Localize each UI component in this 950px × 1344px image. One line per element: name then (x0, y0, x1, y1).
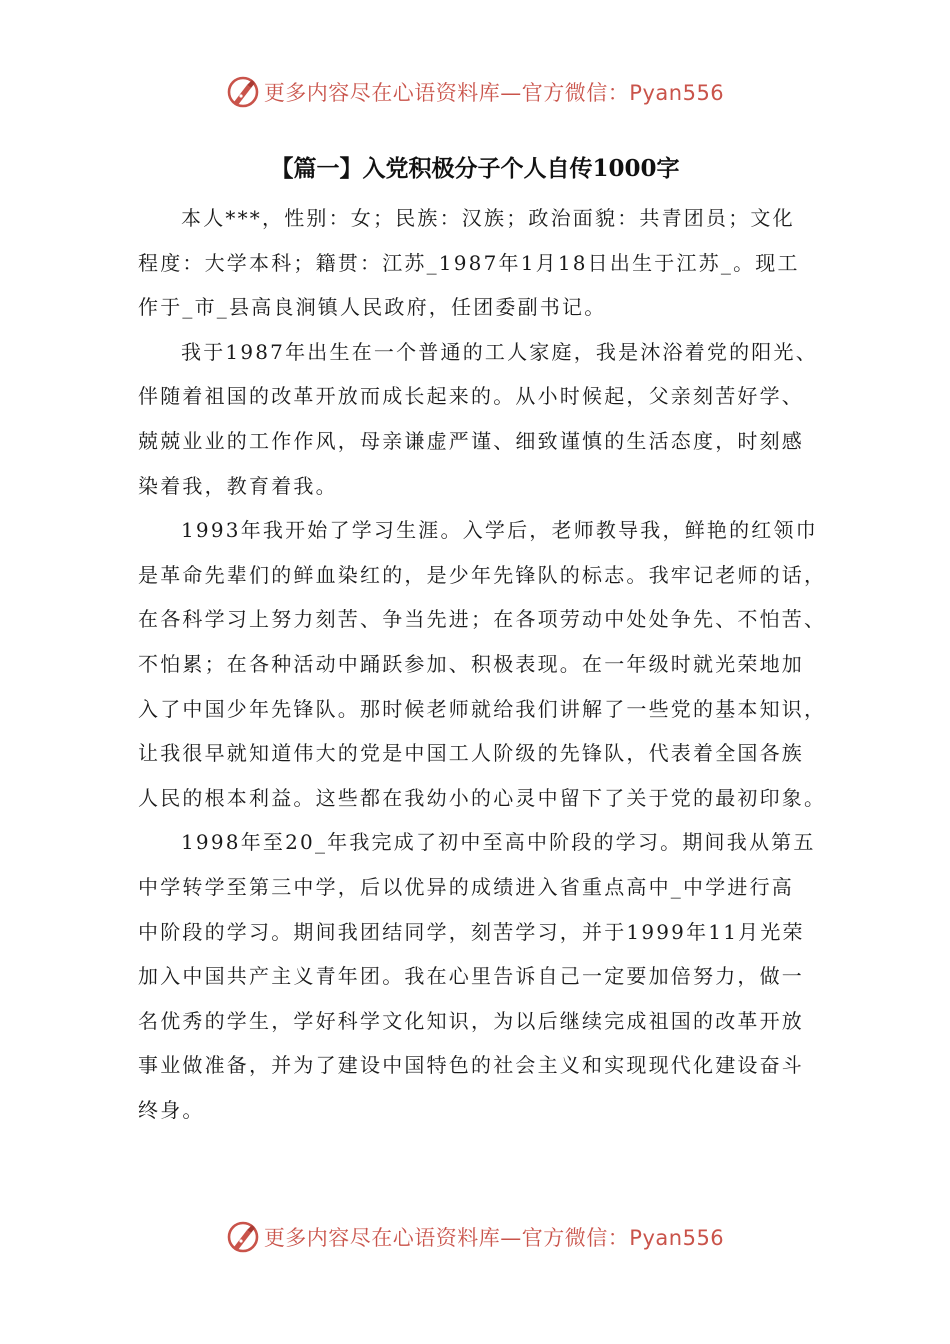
paragraph (138, 196, 822, 330)
text-line: 兢兢业业的工作作风，母亲谦虚严谨、细致谨慎的生活态度，时刻感 (138, 428, 804, 453)
text-line: 终身。 (138, 1097, 205, 1122)
text-line: 人民的根本利益。这些都在我幼小的心灵中留下了关于党的最初印象。 (138, 785, 827, 810)
header-banner (0, 72, 950, 112)
footer-banner (0, 1217, 950, 1257)
text-line: 中学转学至第三中学，后以优异的成绩进入省重点高中_中学进行高 (138, 874, 794, 899)
document-title: 【篇一】入党积极分子个人自传1000字 (270, 155, 680, 182)
text-line: 染着我，教育着我。 (138, 473, 338, 498)
text-line: 是革命先辈们的鲜血染红的，是少年先锋队的标志。我牢记老师的话， (138, 562, 827, 587)
text-line: 1993年我开始了学习生涯。入学后，老师教导我，鲜艳的红领巾 (181, 518, 818, 543)
paragraph (138, 330, 822, 508)
paragraph (138, 820, 822, 1132)
pen-nib-logo-icon (226, 75, 260, 109)
text-line: 不怕累；在各种活动中踊跃参加、积极表现。在一年级时就光荣地加 (138, 651, 804, 676)
text-line: 本人***，性别：女；民族：汉族；政治面貌：共青团员；文化 (181, 206, 795, 230)
text-line: 名优秀的学生，学好科学文化知识，为以后继续完成祖国的改革开放 (138, 1008, 804, 1033)
text-line: 让我很早就知道伟大的党是中国工人阶级的先锋队，代表着全国各族 (138, 741, 804, 766)
text-line: 我于1987年出生在一个普通的工人家庭，我是沐浴着党的阳光、 (181, 339, 818, 364)
text-line: 事业做准备，并为了建设中国特色的社会主义和实现现代化建设奋斗 (138, 1053, 804, 1078)
text-line: 1998年至20_年我完成了初中至高中阶段的学习。期间我从第五 (181, 830, 816, 855)
text-line: 程度：大学本科；籍贯：江苏_1987年1月18日出生于江苏_。现工 (138, 250, 800, 275)
pen-nib-logo-icon (226, 1220, 260, 1254)
document-body (138, 196, 827, 1132)
banner-text: 更多内容尽在心语资料库—官方微信：Pyan556 (263, 81, 725, 105)
paragraph (138, 508, 827, 820)
text-line: 伴随着祖国的改革开放而成长起来的。从小时候起，父亲刻苦好学、 (138, 384, 804, 409)
text-line: 中阶段的学习。期间我团结同学，刻苦学习，并于1999年11月光荣 (138, 919, 805, 944)
banner-text: 更多内容尽在心语资料库—官方微信：Pyan556 (263, 1226, 725, 1250)
text-line: 入了中国少年先锋队。那时候老师就给我们讲解了一些党的基本知识， (138, 696, 827, 721)
text-line: 加入中国共产主义青年团。我在心里告诉自己一定要加倍努力，做一 (138, 964, 804, 989)
text-line: 作于_市_县高良涧镇人民政府，任团委副书记。 (138, 295, 607, 320)
text-line: 在各科学习上努力刻苦、争当先进；在各项劳动中处处争先、不怕苦、 (138, 607, 827, 632)
